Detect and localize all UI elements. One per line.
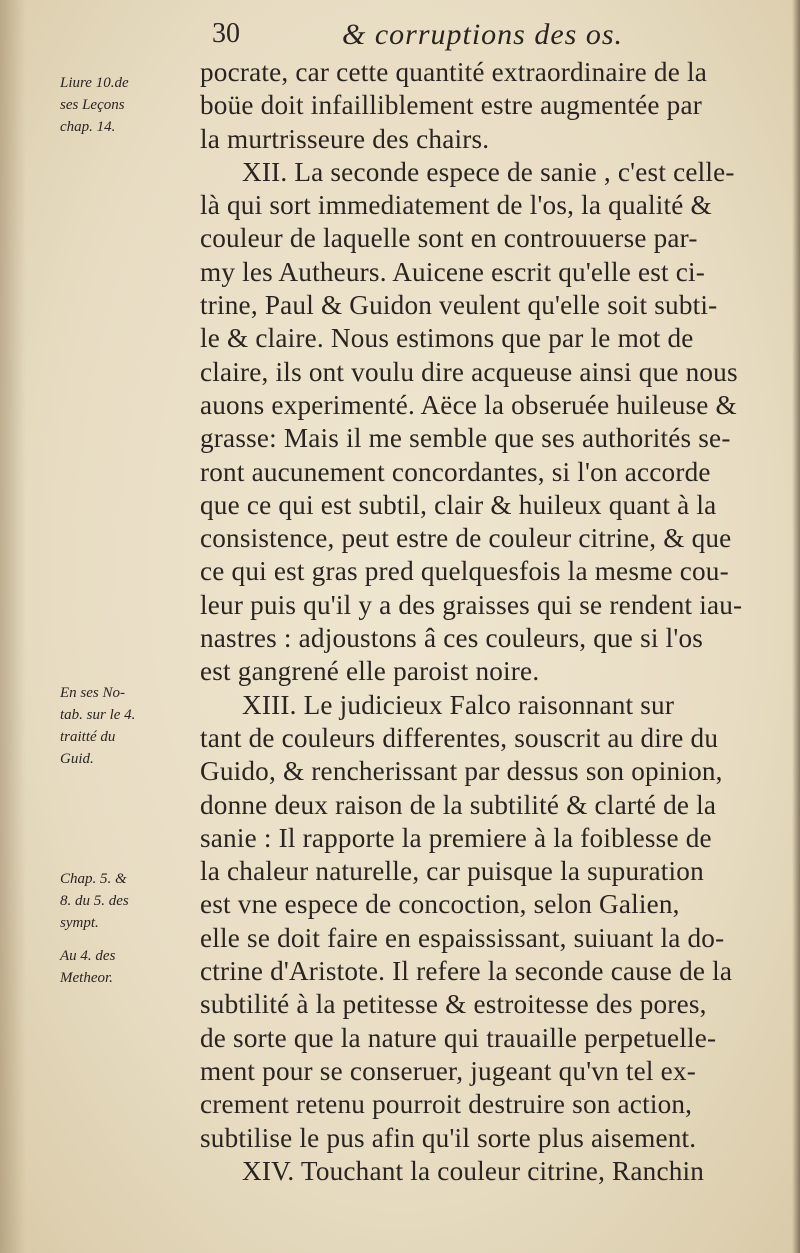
text-line: ment pour se conseruer, jugeant qu'vn tel ex- (200, 1055, 696, 1086)
text-line: la chaleur naturelle, car puisque la supuration (200, 856, 704, 887)
text-line: de sorte que la nature qui trauaille perpetuelle- (200, 1022, 717, 1053)
margin-note-line: Au 4. des (60, 948, 116, 964)
running-title: & corruptions des os. (342, 18, 624, 51)
paragraph-start-line: XIII. Le judicieux Falco raisonnant sur (242, 689, 675, 720)
text-line: grasse: Mais il me semble que ses authorités se- (200, 423, 731, 454)
text-line: tant de couleurs differentes, souscrit au dire du (200, 722, 719, 753)
text-line: que ce qui est subtil, clair & huileux quant à la (200, 489, 717, 520)
margin-note-line: sympt. (60, 915, 99, 931)
text-line: claire, ils ont voulu dire acqueuse ainsi que nous (200, 356, 738, 387)
text-line: nastres : adjoustons â ces couleurs, que si l'os (200, 623, 704, 654)
margin-note-line: 8. du 5. des (60, 893, 129, 909)
text-line: là qui sort immediatement de l'os, la qualité & (200, 190, 712, 221)
text-line: consistence, peut estre de couleur citrine, & que (200, 523, 732, 554)
text-line: Guido, & rencherissant par dessus son opinion, (200, 756, 723, 787)
text-line: leur puis qu'il y a des graisses qui se rendent iau- (200, 589, 743, 620)
body-text (200, 56, 772, 1188)
text-line: la murtrisseure des chairs. (200, 123, 490, 154)
paragraph-start-line: XII. La seconde espece de sanie , c'est celle- (242, 156, 735, 187)
text-line: sanie : Il rapporte la premiere à la foiblesse de (200, 822, 712, 853)
text-line: auons experimenté. Aëce la obseruée huileuse & (200, 389, 737, 420)
text-line: donne deux raison de la subtilité & clarté de la (200, 789, 717, 820)
text-line: crement retenu pourroit destruire son action, (200, 1089, 693, 1120)
margin-note-line: traitté du (60, 729, 116, 745)
text-line: ce qui est gras pred quelquesfois la mesme cou- (200, 556, 729, 587)
text-line: ront aucunement concordantes, si l'on accorde (200, 456, 711, 487)
margin-note (60, 945, 200, 989)
text-line: boüe doit infailliblement estre augmentée par (200, 90, 702, 121)
text-line: est gangrené elle paroist noire. (200, 656, 540, 687)
margin-note-line: tab. sur le 4. (60, 707, 136, 723)
text-line: subtilise le pus afin qu'il sorte plus aisement. (200, 1122, 697, 1153)
text-line: est vne espece de concoction, selon Galien, (200, 889, 680, 920)
text-line: ctrine d'Aristote. Il refere la seconde cause de la (200, 956, 733, 987)
margin-note-line: Chap. 5. & (60, 871, 127, 887)
margin-note-line: Guid. (60, 751, 94, 767)
text-line: le & claire. Nous estimons que par le mot de (200, 323, 694, 354)
margin-note (60, 72, 200, 138)
margin-note (60, 868, 200, 934)
text-line: couleur de laquelle sont en controuuerse par- (200, 223, 698, 254)
text-line: subtilité à la petitesse & estroitesse des pores, (200, 989, 707, 1020)
text-line: pocrate, car cette quantité extraordinaire de la (200, 57, 707, 87)
margin-note-line: ses Leçons (60, 97, 125, 113)
text-line: trine, Paul & Guidon veulent qu'elle soit subti- (200, 290, 718, 321)
text-line: elle se doit faire en espaississant, suiuant la do- (200, 922, 725, 953)
margin-note-line: Liure 10.de (60, 75, 129, 91)
page-edge (792, 0, 800, 1253)
page-header (212, 18, 772, 54)
margin-note-line: chap. 14. (60, 119, 116, 135)
margin-note (60, 682, 200, 770)
page-gutter-shadow (0, 0, 26, 1253)
paragraph-start-line: XIV. Touchant la couleur citrine, Ranchin (242, 1155, 705, 1186)
page-number: 30 (212, 18, 240, 49)
margin-note-line: Metheor. (60, 970, 113, 986)
text-line: my les Autheurs. Auicene escrit qu'elle est ci- (200, 256, 706, 287)
margin-note-line: En ses No- (60, 685, 125, 701)
